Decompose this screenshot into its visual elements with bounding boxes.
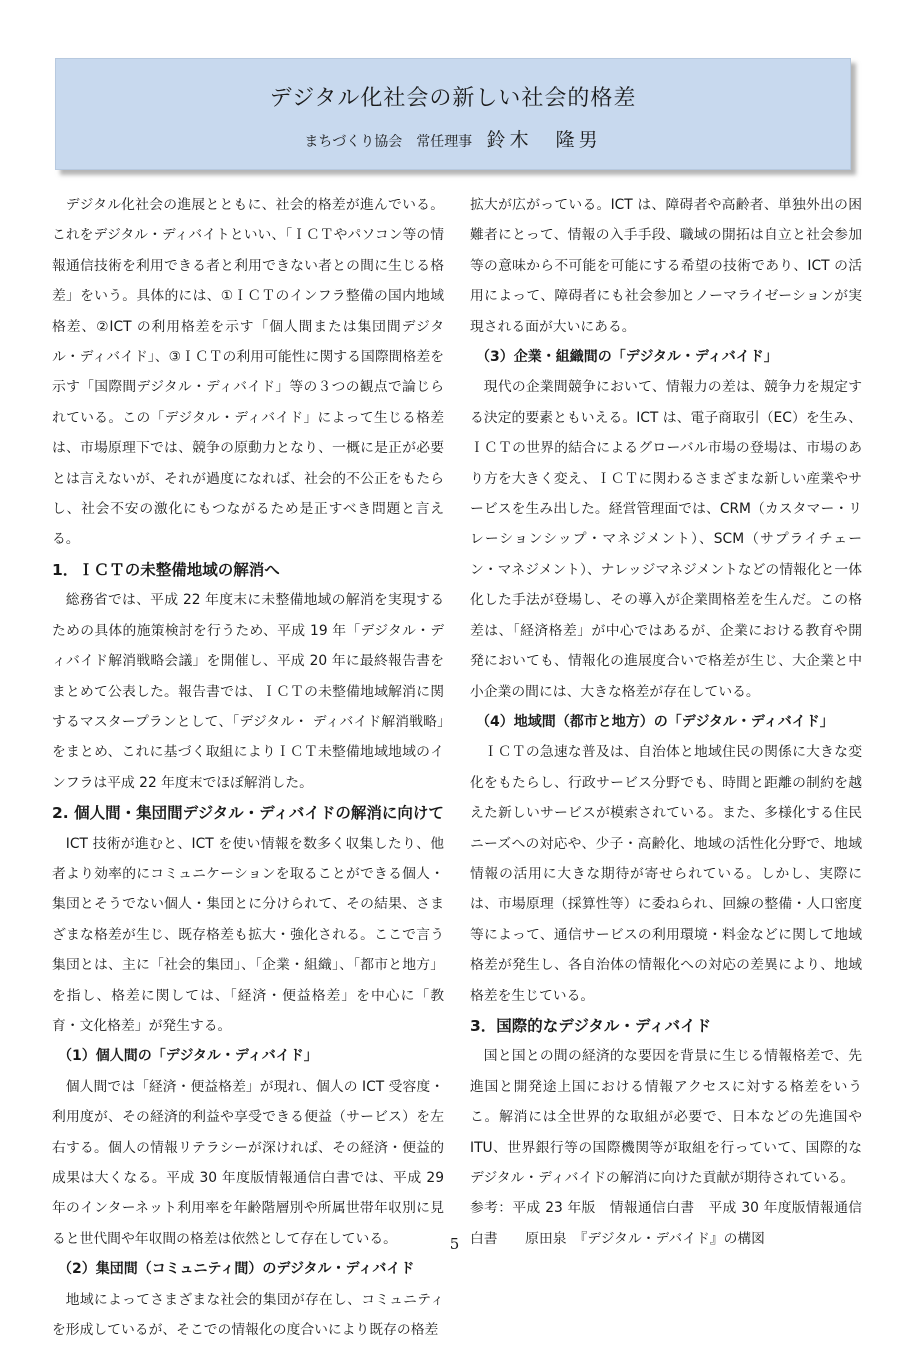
intro-paragraph: デジタル化社会の進展とともに、社会的格差が進んでいる。これをデジタル・ディバイトといい、「ＩＣＴやパソコン等の情報通信技術を利用できる者と利用できない者との間に生じる格差」をいう。具体的には、①ＩＣＴのインフラ整備の国内地域格差、②ICT の利用格差を示す「個人間または集団間デジタル・ディバイド」、③ＩＣＴの利用可能性に関する国際間格差を示す「国際間デジタル・ディバイド」等の３つの観点で論じられている。この「デジタル・ディバイド」によって生じる格差は、市場原理下では、競争の原動力となり、一概に是正が必要とは言えないが、それが過度になれば、社会的不公正をもたらし、社会不安の激化にもつながるため是正すべき問題と言える。	[52, 197, 444, 548]
subsection-4-body: ＩＣＴの急速な普及は、自治体と地域住民の関係に大きな変化をもたらし、行政サービス分野でも、時間と距離の制約を越えた新しいサービスが模索されている。また、多様化する住民ニーズへの対応や、少子・高齢化、地域の活性化分野で、地域情報の活用に大きな期待が寄せられている。しかし、実際には、市場原理（採算性等）に委ねられ、回線の整備・人口密度等によって、通信サービスの利用環境・料金などに関して地域格差が発生し、各自治体の情報化への対応の差異により、地域格差を生じている。	[470, 744, 862, 1004]
continuation-paragraph: 拡大が広がっている。ICT は、障碍者や高齢者、単独外出の困難者にとって、情報の入手手段、職域の開拓は自立と社会参加等の意味から不可能を可能にする希望の技術であり、ICT の活用によって、障碍者にも社会参加とノーマライゼーションが実現される面が大いにある。	[470, 197, 862, 335]
page-title: デジタル化社会の新しい社会的格差	[269, 86, 637, 111]
subsection-3-heading: （3）企業・組織間の「デジタル・ディバイド」	[476, 349, 778, 366]
section-2-body: ICT 技術が進むと、ICT を使い情報を数多く収集したり、他者より効率的にコミュニケーションを取ることができる個人・集団とそうでない個人・集団とに分けられて、その結果、さまざまな格差が生じ、既存格差も拡大・強化される。ここで言う集団とは、主に「社会的集団」、「企業・組織」、「都市と地方」を指し、格差に関しては、「経済・便益格差」を中心に「教育・文化格差」が発生する。	[52, 835, 444, 1034]
subsection-2-body: 地域によってさまざまな社会的集団が存在し、コミュニティを形成しているが、そこでの情報化の度合いにより既存の格差	[52, 1291, 444, 1339]
subsection-1-heading: （1）個人間の「デジタル・ディバイド」	[58, 1048, 318, 1065]
section-3-body: 国と国との間の経済的な要因を背景に生じる情報格差で、先進国と開発途上国における情報アクセスに対する格差をいうこ。解消には全世界的な取組が必要で、日本などの先進国やITU、世界銀行等の国際機関等が取組を行っていて、国際的なデジタル・ディバイドの解消に向けた貢献が期待されている。	[470, 1048, 862, 1186]
subsection-3-body: 現代の企業間競争において、情報力の差は、競争力を規定する決定的要素ともいえる。ICT は、電子商取引（EC）を生み、ＩＣＴの世界的結合によるグローバル市場の登場は、市場のあり方を大きく変え、ＩＣＴに関わるさまざまな新しい産業やサービスを生み出した。経営管理面では、CRM（カスタマー・リレーションシップ・マネジメント）、SCM（サプライチェーン・マネジメント）、ナレッジマネジメントなどの情報化と一体化した手法が登場し、その導入が企業間格差を生んだ。この格差は、「経済格差」が中心ではあるが、企業における教育や開発においても、情報化の進展度合いで格差が生じ、大企業と中小企業の間には、大きな格差が存在している。	[470, 379, 862, 700]
references: 参考：平成 23 年版 情報通信白書 平成 30 年度版情報通信白書 原田泉 『デジタル・デバイド』の構図	[470, 1200, 862, 1247]
author-affiliation: まちづくり協会 常任理事	[304, 134, 473, 150]
page-number: 5	[449, 1235, 460, 1253]
author-name: 鈴木 隆男	[486, 129, 602, 151]
section-1-body: 総務省では、平成 22 年度末に未整備地域の解消を実現するための具体的施策検討を行うため、平成 19 年「デジタル・ディバイド解消戦略会議」を開催し、平成 20 年に最終報告書をまとめて公表した。報告書では、ＩＣＴの未整備地域解消に関するマスタープランとして、「デジタル・ ディバイド解消戦略」をまとめ、これに基づく取組によりＩＣＴ未整備地域地域のインフラは平成 22 年度末でほぼ解消した。	[52, 592, 444, 791]
right-column	[470, 190, 862, 1254]
subsection-4-heading: （4）地域間（都市と地方）の「デジタル・ディバイド」	[476, 713, 834, 730]
left-column	[52, 190, 444, 1345]
section-3-heading: 3．国際的なデジタル・ディバイド	[470, 1016, 712, 1035]
subsection-1-body: 個人間では「経済・便益格差」が現れ、個人の ICT 受容度・利用度が、その経済的利益や享受できる便益（サービス）を左右する。個人の情報リテラシーが深ければ、その経済・便益的成果は大くなる。平成 30 年度版情報通信白書では、平成 29 年のインターネット利用率を年齢階層別や所属世帯年収別に見ると世代間や年収間の格差は依然として存在している。	[52, 1078, 444, 1247]
section-1-heading: 1．ＩＣＴの未整備地域の解消へ	[52, 560, 280, 579]
byline	[56, 125, 850, 152]
section-2-heading: 2. 個人間・集団間デジタル・ディバイドの解消に向けて	[52, 804, 444, 823]
subsection-2-heading: （2）集団間（コミュニティ間）のデジタル・ディバイド	[58, 1261, 415, 1278]
title-banner	[55, 58, 851, 170]
